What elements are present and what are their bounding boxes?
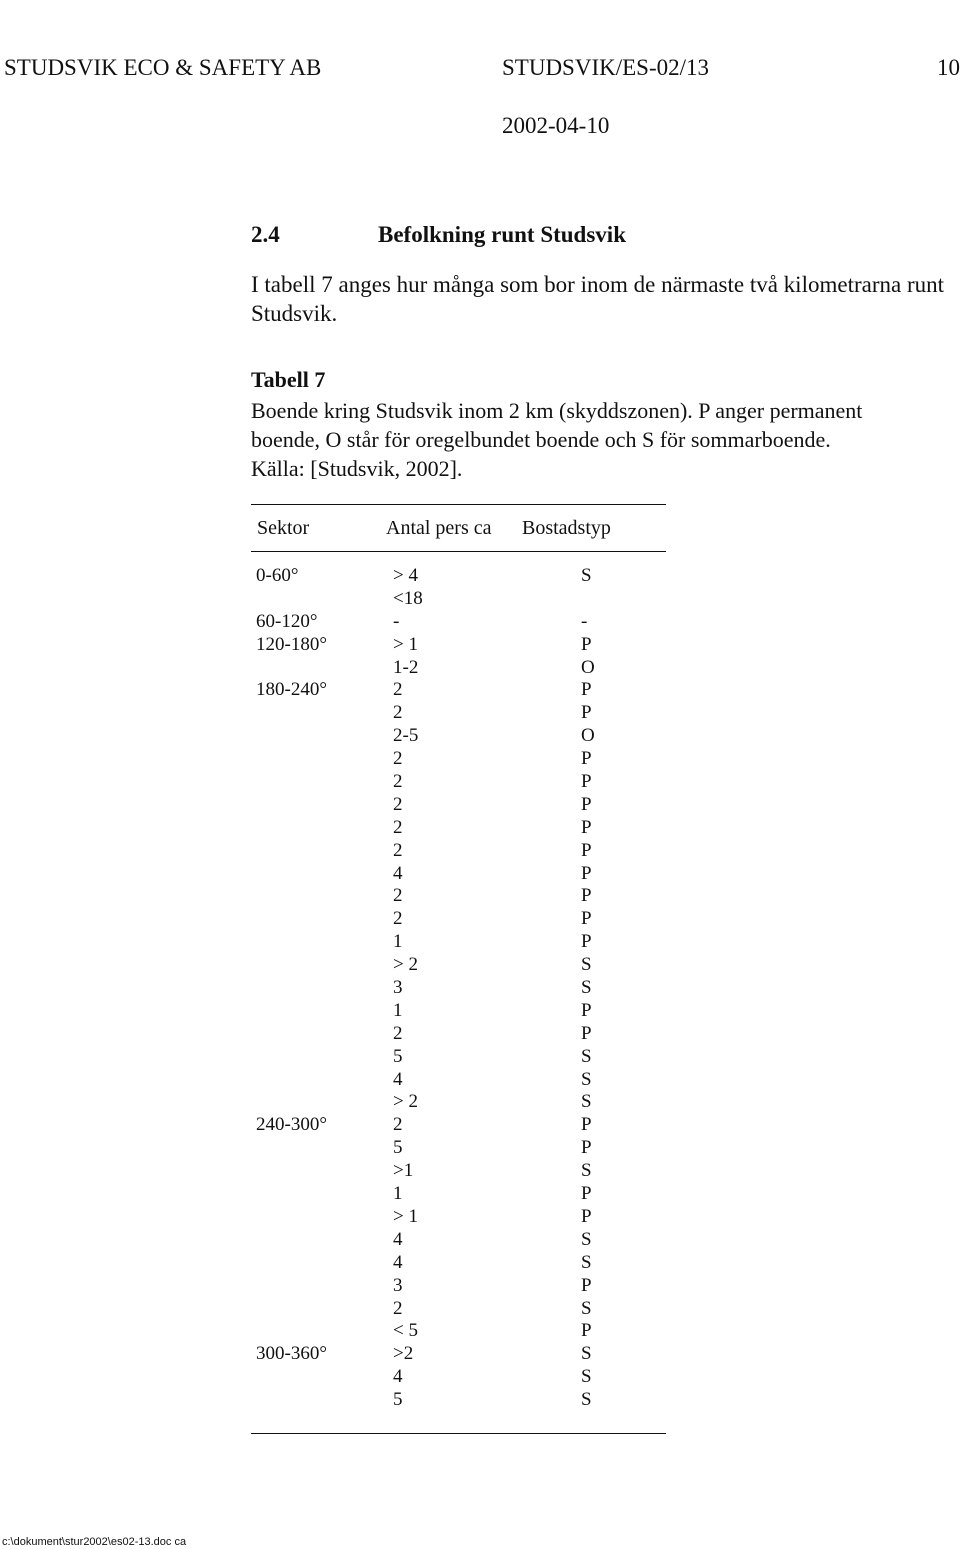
table-row (251, 1114, 666, 1137)
table-row (251, 634, 666, 657)
table-row (251, 1275, 666, 1298)
cell-antal: > 2 (393, 1091, 418, 1113)
paragraph-line: Studsvik. (251, 301, 338, 326)
table-row (251, 1298, 666, 1321)
cell-antal: >1 (393, 1160, 414, 1182)
table-body (251, 565, 666, 1412)
table-row (251, 931, 666, 954)
section-paragraph (251, 270, 944, 328)
table-row (251, 657, 666, 680)
cell-bostadstyp: S (581, 954, 592, 976)
company-name: STUDSVIK ECO & SAFETY AB (4, 55, 322, 80)
paragraph-line: I tabell 7 anges hur många som bor inom de närmaste två kilometrarna runt (251, 272, 944, 297)
cell-antal: 1 (393, 1183, 403, 1205)
cell-antal: 1 (393, 931, 403, 953)
cell-antal: - (393, 610, 400, 632)
cell-bostadstyp: S (581, 565, 592, 586)
table-row (251, 1137, 666, 1160)
document-date: 2002-04-10 (502, 113, 610, 138)
table-caption (251, 396, 862, 483)
cell-bostadstyp: S (581, 1366, 592, 1388)
cell-antal: 2 (393, 793, 403, 815)
table-bottom-rule (251, 1433, 666, 1434)
table-row (251, 1046, 666, 1069)
caption-line: boende, O står för oregelbundet boende och S för sommarboende. (251, 427, 831, 452)
cell-bostadstyp: P (581, 1114, 592, 1136)
cell-sektor: 0-60° (256, 565, 299, 586)
table-row (251, 1389, 666, 1412)
cell-antal: >2 (393, 1343, 414, 1365)
document-id: STUDSVIK/ES-02/13 (502, 55, 710, 80)
cell-antal: 3 (393, 1274, 403, 1296)
table-row (251, 748, 666, 771)
column-header-antal: Antal pers ca (386, 517, 492, 539)
cell-antal: > 1 (393, 1205, 418, 1227)
cell-bostadstyp: P (581, 771, 592, 793)
cell-antal: 4 (393, 1068, 403, 1090)
cell-antal: 4 (393, 1251, 403, 1273)
table-row (251, 1000, 666, 1023)
cell-bostadstyp: O (581, 725, 595, 747)
cell-antal: 5 (393, 1045, 403, 1067)
table-row (251, 954, 666, 977)
table-row (251, 611, 666, 634)
cell-bostadstyp: P (581, 702, 592, 724)
table-caption-title: Tabell 7 (251, 367, 326, 392)
cell-bostadstyp: P (581, 816, 592, 838)
cell-antal: 2-5 (393, 725, 419, 747)
cell-bostadstyp: P (581, 1183, 592, 1205)
cell-antal: 2 (393, 1022, 403, 1044)
cell-antal: 2 (393, 1114, 403, 1136)
table-row (251, 908, 666, 931)
column-header-sektor: Sektor (257, 517, 310, 539)
cell-bostadstyp: P (581, 885, 592, 907)
file-path-footer: c:\dokument\stur2002\es02-13.doc ca (2, 1536, 187, 1548)
table-row (251, 863, 666, 886)
cell-antal: 2 (393, 816, 403, 838)
cell-bostadstyp: O (581, 656, 595, 678)
cell-antal: 1-2 (393, 656, 419, 678)
cell-sektor: 240-300° (256, 1114, 327, 1136)
cell-antal: 2 (393, 771, 403, 793)
cell-antal: 5 (393, 1137, 403, 1159)
table-row (251, 771, 666, 794)
table-row (251, 1183, 666, 1206)
cell-antal: 2 (393, 702, 403, 724)
cell-bostadstyp: S (581, 1343, 592, 1365)
cell-bostadstyp: P (581, 1274, 592, 1296)
caption-line: Boende kring Studsvik inom 2 km (skyddszonen). P anger permanent (251, 398, 863, 423)
cell-bostadstyp: - (581, 610, 588, 632)
cell-antal: 2 (393, 748, 403, 770)
section-title: Befolkning runt Studsvik (378, 222, 626, 247)
table-row (251, 1160, 666, 1183)
cell-sektor: 120-180° (256, 633, 327, 655)
table-row (251, 725, 666, 748)
table-header-rule (251, 551, 666, 552)
table-row (251, 977, 666, 1000)
cell-bostadstyp: P (581, 839, 592, 861)
cell-antal: 4 (393, 1366, 403, 1388)
cell-antal: <18 (393, 587, 423, 609)
cell-antal: 5 (393, 1389, 403, 1411)
cell-bostadstyp: P (581, 931, 592, 953)
table-row (251, 1023, 666, 1046)
cell-bostadstyp: S (581, 977, 592, 999)
table-row (251, 885, 666, 908)
cell-bostadstyp: S (581, 1297, 592, 1319)
cell-bostadstyp: S (581, 1228, 592, 1250)
cell-antal: > 1 (393, 633, 418, 655)
cell-antal: 1 (393, 999, 403, 1021)
caption-line: Källa: [Studsvik, 2002]. (251, 456, 463, 481)
cell-antal: 2 (393, 839, 403, 861)
cell-sektor: 180-240° (256, 679, 327, 701)
column-header-bostadstyp: Bostadstyp (522, 517, 611, 539)
cell-bostadstyp: P (581, 679, 592, 701)
table-row (251, 1091, 666, 1114)
cell-bostadstyp: P (581, 1022, 592, 1044)
cell-bostadstyp: P (581, 862, 592, 884)
cell-bostadstyp: S (581, 1251, 592, 1273)
cell-antal: > 2 (393, 954, 418, 976)
cell-bostadstyp: P (581, 793, 592, 815)
table-row (251, 588, 666, 611)
table-row (251, 1252, 666, 1275)
cell-antal: 4 (393, 862, 403, 884)
cell-bostadstyp: P (581, 908, 592, 930)
table-row (251, 679, 666, 702)
cell-bostadstyp: P (581, 999, 592, 1021)
table-row (251, 1343, 666, 1366)
table-row (251, 1206, 666, 1229)
cell-bostadstyp: P (581, 1137, 592, 1159)
table-row (251, 1229, 666, 1252)
cell-antal: 2 (393, 679, 403, 701)
table-row (251, 702, 666, 725)
table-top-rule (251, 504, 666, 505)
cell-antal: 2 (393, 908, 403, 930)
cell-bostadstyp: S (581, 1389, 592, 1411)
cell-bostadstyp: P (581, 633, 592, 655)
cell-antal: 2 (393, 1297, 403, 1319)
cell-bostadstyp: P (581, 748, 592, 770)
table-row (251, 817, 666, 840)
cell-bostadstyp: S (581, 1160, 592, 1182)
cell-bostadstyp: S (581, 1068, 592, 1090)
table-row (251, 565, 666, 588)
section-number: 2.4 (251, 222, 280, 247)
cell-sektor: 300-360° (256, 1343, 327, 1365)
cell-antal: 3 (393, 977, 403, 999)
cell-antal: < 5 (393, 1320, 418, 1342)
cell-antal: 2 (393, 885, 403, 907)
cell-antal: 4 (393, 1228, 403, 1250)
cell-sektor: 60-120° (256, 610, 318, 632)
table-row (251, 1366, 666, 1389)
cell-antal: > 4 (393, 565, 418, 586)
table-row (251, 1320, 666, 1343)
table-row (251, 840, 666, 863)
cell-bostadstyp: P (581, 1205, 592, 1227)
cell-bostadstyp: S (581, 1045, 592, 1067)
table-row (251, 1069, 666, 1092)
page-number: 10 (937, 55, 960, 80)
table-row (251, 794, 666, 817)
cell-bostadstyp: P (581, 1320, 592, 1342)
cell-bostadstyp: S (581, 1091, 592, 1113)
